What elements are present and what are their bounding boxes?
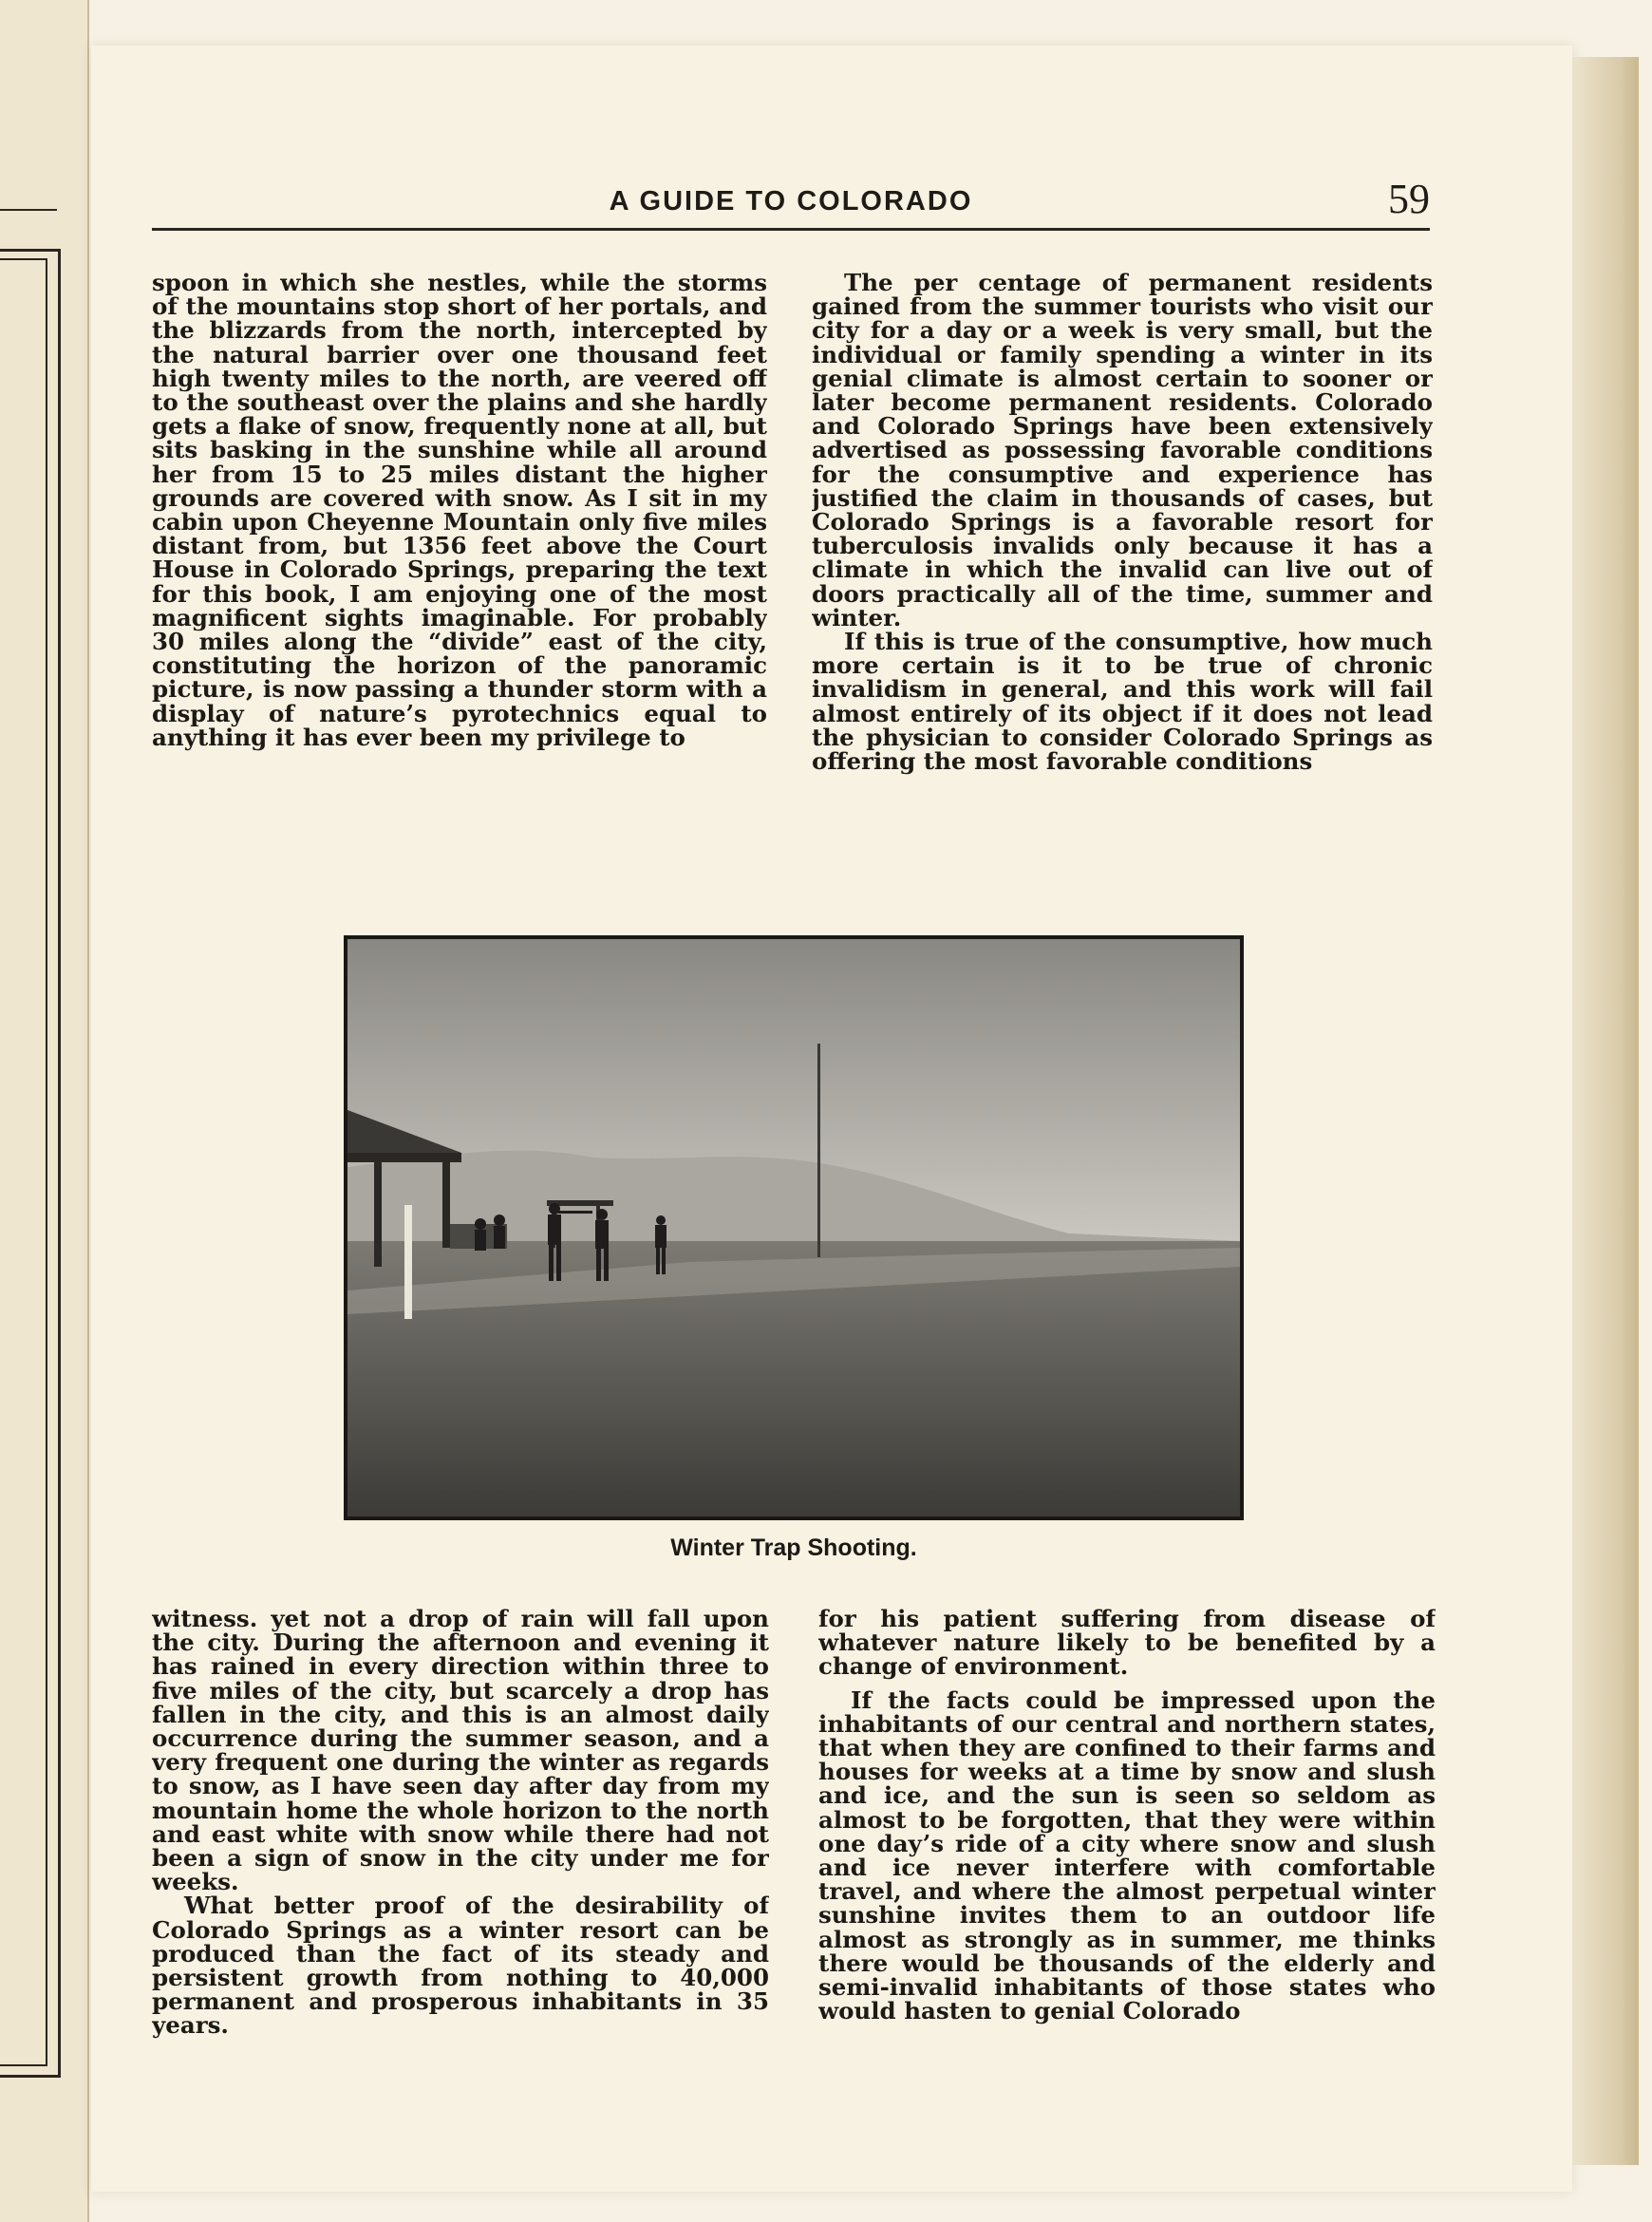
paragraph: What better proof of the desirability of Colorado Springs as a winter resort can be produced than the fact of its steady and persistent growth from nothing to 40,000 permanent and prosperous inhabitants in 35 years. xyxy=(152,1892,769,2040)
column-bottom-right xyxy=(818,1607,1436,2110)
paragraph: for his patient suffering from disease of whatever nature likely to be benefited by a change of environment. xyxy=(818,1607,1436,1681)
paragraph: The per centage of permanent residents gained from the summer tourists who visit our city for a day or a week is very small, but the individual or family spending a winter in its genial climate is almost certain to sooner or later become permanent residents. Colorado and Colorado Springs have been extensively advertised as possessing favorable conditions for the consumptive and experience has justified the claim in thousands of cases, but Colorado Springs is a favorable resort for tuberculosis invalids only because it has a climate in which the invalid can live out of doors practically all of the time, summer and winter. xyxy=(812,271,1433,631)
paragraph: If this is true of the consumptive, how much more certain is it to be true of chronic invalidism in general, and this work will fail almost entirely of its object if it does not lead the physician to consider Colorado Springs as offering the most favorable conditions xyxy=(812,628,1433,776)
column-top-left xyxy=(152,271,767,855)
paragraph: spoon in which she nestles, while the storms of the mountains stop short of her portals, and the blizzards from the north, intercepted by the natural barrier over one thousand feet high twenty miles to the north, are veered off to the southeast over the plains and she hardly gets a flake of snow, frequently none at all, but sits basking in the sunshine while all around her from 15 to 25 miles distant the higher grounds are covered with snow. As I sit in my cabin upon Cheyenne Mountain only five miles distant from, but 1356 feet above the Court House in Colorado Springs, preparing the text for this book, I am enjoying one of the most magnificent sights imaginable. For probably 30 miles along the “divide” east of the city, constituting the horizon of the panoramic picture, is now passing a thunder storm with a display of nature’s pyrotechnics equal to anything it has ever been my privilege to xyxy=(152,271,767,751)
column-bottom-left xyxy=(152,1607,769,2086)
page-stack-edge xyxy=(1572,57,1639,2165)
running-title: A GUIDE TO COLORADO xyxy=(609,186,973,217)
figure-caption: Winter Trap Shooting. xyxy=(670,1535,917,1561)
page-number: 59 xyxy=(1388,176,1430,222)
paragraph: If the facts could be impressed upon the inhabitants of our central and northern states, that when they are confined to their farms and houses for weeks at a time by snow and slush and ice, and the sun is seen so seldom as almost to be forgotten, that they were within one day’s ride of a city where snow and slush and ice never interfere with comfortable travel, and where the almost perpetual winter sunshine invites them to an outdoor life almost as strongly as in summer, me thinks there would be thousands of the elderly and semi-invalid inhabitants of those states who would hasten to genial Colorado xyxy=(818,1685,1436,2025)
paragraph: witness. yet not a drop of rain will fall upon the city. During the afternoon and evening it has rained in every direction within three to five miles of the city, but scarcely a drop has fallen in the city, and this is an almost daily occurrence during the summer season, and a very frequent one during the winter as regards to snow, as I have seen day after day from my mountain home the whole horizon to the north and east white with snow while there had not been a sign of snow in the city under me for weeks. xyxy=(152,1607,769,1896)
facing-page-inner-border xyxy=(0,258,47,2066)
column-top-right xyxy=(812,271,1433,855)
page-header xyxy=(152,176,1430,231)
photograph-image xyxy=(347,939,1240,1516)
facing-page-rule xyxy=(0,209,57,211)
photograph-trap-shooting xyxy=(344,935,1244,1520)
